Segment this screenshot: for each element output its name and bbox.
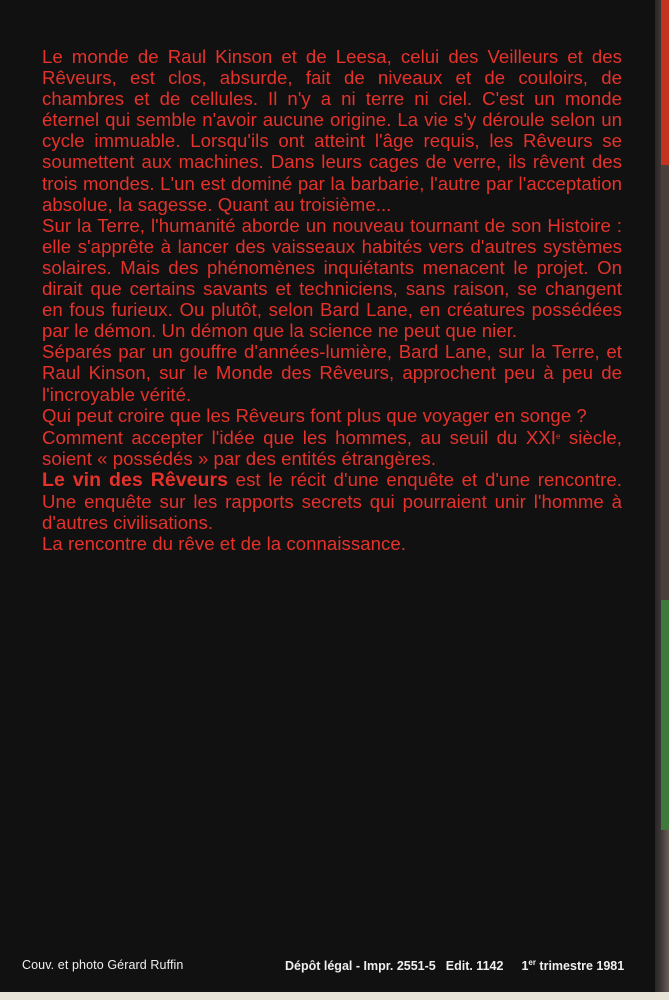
blurb-paragraph-6 — [42, 469, 622, 533]
depot-legal: Dépôt légal - Impr. 2551-5 — [285, 959, 436, 973]
trimestre-number: 1 — [521, 959, 529, 973]
blurb-text — [42, 46, 622, 554]
edge-green-stripe — [661, 600, 669, 830]
bottom-paper-strip — [0, 992, 669, 1000]
cover-credit: Couv. et photo Gérard Ruffin — [22, 958, 184, 972]
blurb-paragraph-5 — [42, 426, 622, 469]
trimestre-superscript: er — [528, 958, 536, 967]
trimestre-text: trimestre 1981 — [535, 959, 625, 973]
blurb-paragraph-3: Séparés par un gouffre d'années-lumière, Bard Lane, sur la Terre, et Raul Kinson, sur le Monde des Rêveurs, approchent peu à peu de l'incroyable vérité. — [42, 341, 622, 405]
edge-red-stripe — [661, 0, 669, 165]
edition-number: Edit. 1142 — [445, 959, 504, 973]
p5-before: Comment accepter l'idée que les hommes, au seuil du XXI — [42, 426, 556, 448]
blurb-paragraph-7: La rencontre du rêve et de la connaissance. — [42, 533, 406, 555]
book-title: Le vin des Rêveurs — [42, 468, 229, 491]
blurb-paragraph-2: Sur la Terre, l'humanité aborde un nouveau tournant de son Histoire : elle s'apprête à lancer des vaisseaux habités vers d'autres systèmes solaires. Mais des phénomènes inquiétants menacent le projet. On dirait que certains savants et techniciens, sans raison, se changent en fous furieux. Ou plutôt, selon Bard Lane, en créatures possédées par le démon. Un démon que la science ne peut que nier. — [42, 214, 622, 342]
blurb-paragraph-1: Le monde de Raul Kinson et de Leesa, celui des Veilleurs et des Rêveurs, est clos, absurde, fait de niveaux et de couloirs, de chambres et de cellules. Il n'y a ni terre ni ciel. C'est un monde éternel qui semble n'avoir aucune origine. La vie s'y déroule selon un cycle immuable. Lorsqu'ils ont atteint l'âge requis, les Rêveurs se soumettent aux machines. Dans leurs cages de verre, ils rêvent des trois mondes. L'un est dominé par la barbarie, l'autre par l'acceptation absolue, la sagesse. Quant au troisième... — [42, 46, 622, 215]
century-superscript: e — [555, 431, 561, 441]
edge-dark-stripe — [661, 165, 669, 600]
blurb-paragraph-4: Qui peut croire que les Rêveurs font plus que voyager en songe ? — [42, 404, 587, 426]
legal-line — [285, 958, 624, 973]
p5-after: siècle, soient « possédés » par des entités étrangères. — [42, 426, 622, 469]
p6-rest: est le récit d'une enquête et d'une rencontre. Une enquête sur les rapports secrets qui pourraient unir l'homme à d'autres civilisations. — [42, 468, 622, 534]
